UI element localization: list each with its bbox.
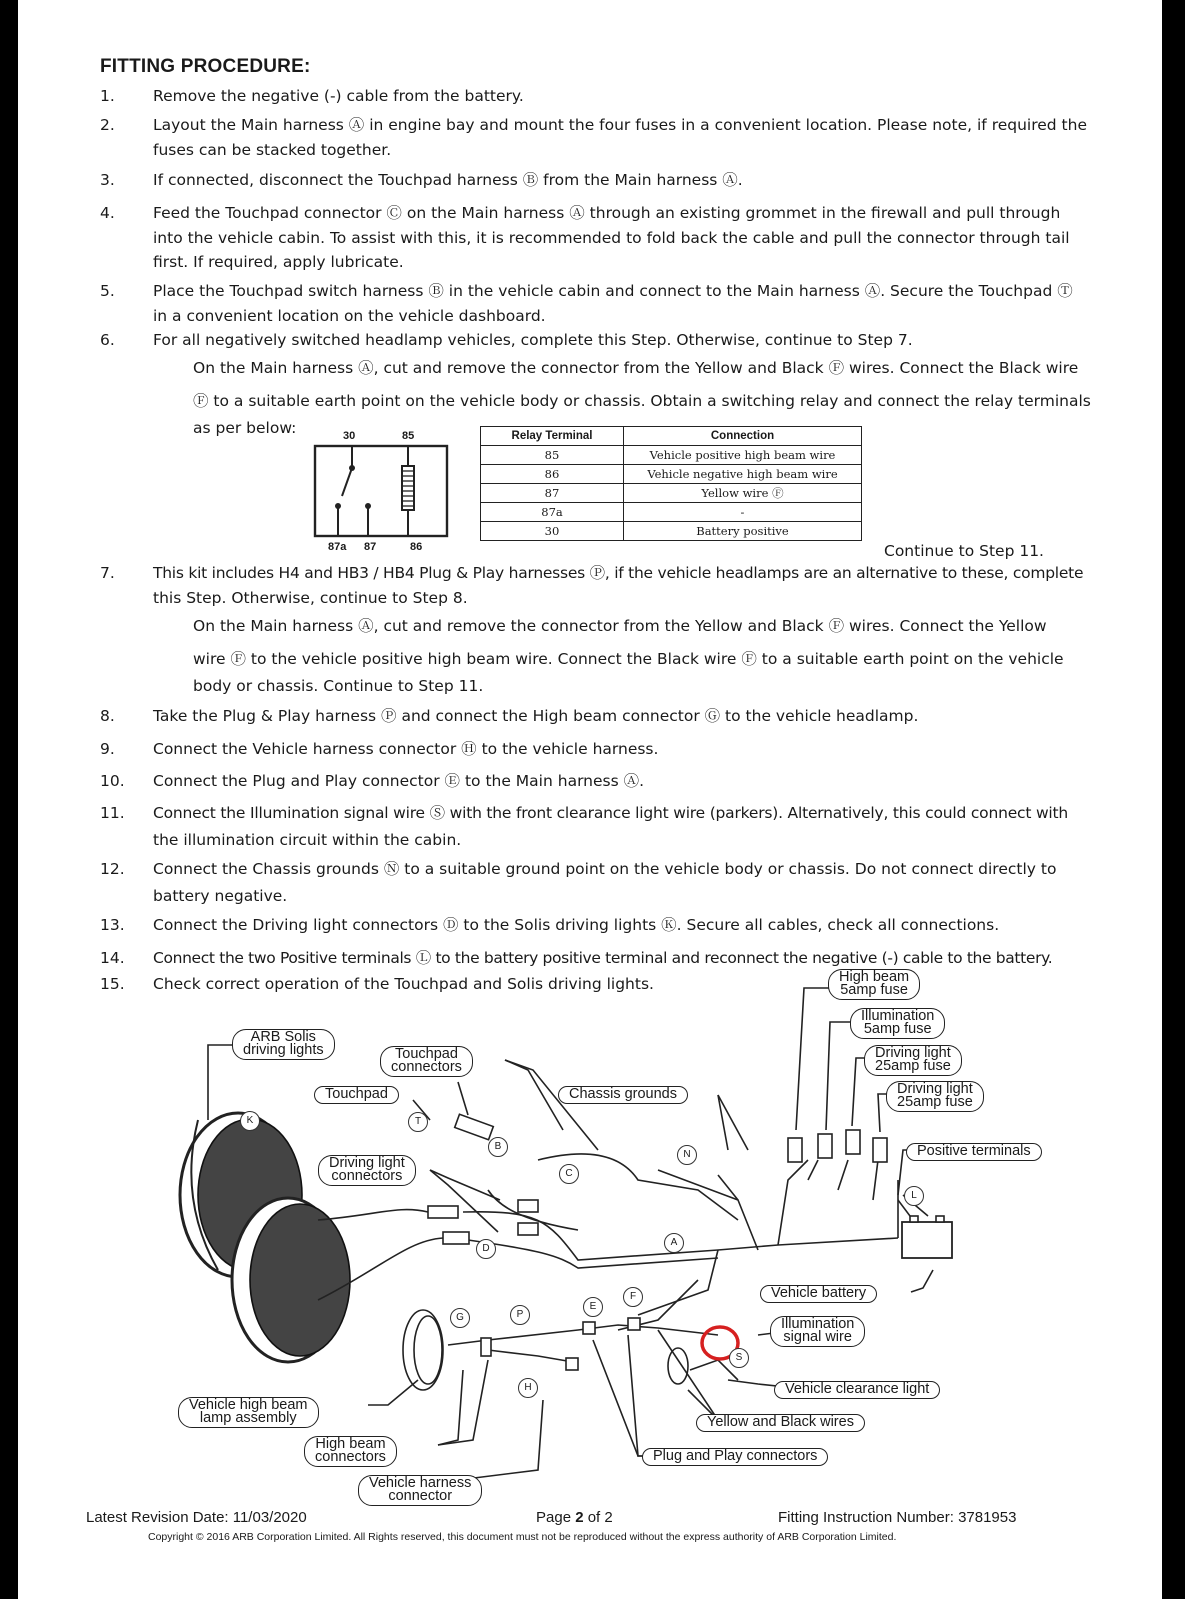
step-text: Take the Plug & Play harness Ⓟ and connect the High beam connector Ⓖ to the vehicle headlamp. xyxy=(153,707,919,725)
step-number: 1. xyxy=(100,87,115,105)
step-number: 8. xyxy=(100,707,115,725)
step-text: battery negative. xyxy=(153,887,288,905)
callout-illumination-signal: Illumination signal wire xyxy=(770,1316,865,1347)
table-cell: 87 xyxy=(481,484,624,503)
step-7-detail: On the Main harness Ⓐ, cut and remove the connector from the Yellow and Black Ⓕ wires. Connect the Yellow xyxy=(193,617,1047,635)
relay-schematic xyxy=(310,428,470,553)
callout-touchpad-connectors: Touchpad connectors xyxy=(380,1046,473,1077)
step-7-detail: body or chassis. Continue to Step 11. xyxy=(193,677,484,695)
step-text: Connect the Vehicle harness connector Ⓗ to the vehicle harness. xyxy=(153,740,659,758)
marker-s: S xyxy=(729,1348,749,1368)
page-suffix: of 2 xyxy=(583,1509,613,1526)
relay-pin-label: 87 xyxy=(364,541,377,553)
step-number: 15. xyxy=(100,975,125,993)
marker-p: P xyxy=(510,1305,530,1325)
relay-pin-label: 85 xyxy=(402,430,415,442)
relay-pin-label: 86 xyxy=(410,541,423,553)
step-number: 7. xyxy=(100,564,115,582)
callout-vehicle-harness: Vehicle harness connector xyxy=(358,1475,482,1506)
relay-table xyxy=(480,426,862,541)
callout-chassis-grounds: Chassis grounds xyxy=(558,1086,688,1104)
table-cell: Vehicle positive high beam wire xyxy=(624,446,862,465)
step-text: in a convenient location on the vehicle dashboard. xyxy=(153,307,546,325)
callout-high-beam-lamp: Vehicle high beam lamp assembly xyxy=(178,1397,319,1428)
marker-c: C xyxy=(559,1164,579,1184)
callout-touchpad: Touchpad xyxy=(314,1086,399,1104)
step-6-detail: On the Main harness Ⓐ, cut and remove the connector from the Yellow and Black Ⓕ wires. Connect the Black wire xyxy=(193,359,1079,377)
callout-illumination-fuse: Illumination 5amp fuse xyxy=(850,1008,945,1039)
relay-pin-label: 87a xyxy=(328,541,347,553)
table-cell: 30 xyxy=(481,522,624,541)
marker-d: D xyxy=(476,1239,496,1259)
marker-n: N xyxy=(677,1145,697,1165)
step-number: 11. xyxy=(100,804,125,822)
table-cell: - xyxy=(624,503,862,522)
callout-solis-lights: ARB Solis driving lights xyxy=(232,1029,335,1060)
step-6-detail: as per below: xyxy=(193,419,297,437)
step-number: 10. xyxy=(100,772,125,790)
page-number xyxy=(536,1509,613,1526)
callout-driving-light-connectors: Driving light connectors xyxy=(318,1155,416,1186)
step-text: This kit includes H4 and HB3 / HB4 Plug & Play harnesses Ⓟ, if the vehicle headlamps are an alternative to these, complete xyxy=(153,564,1084,582)
step-text: first. If required, apply lubricate. xyxy=(153,253,404,271)
step-text: If connected, disconnect the Touchpad harness Ⓑ from the Main harness Ⓐ. xyxy=(153,171,743,189)
table-header: Connection xyxy=(624,427,862,446)
step-text: Connect the two Positive terminals Ⓛ to the battery positive terminal and reconnect the negative (-) cable to the battery. xyxy=(153,949,1053,967)
relay-pin-label: 30 xyxy=(343,430,356,442)
step-text: fuses can be stacked together. xyxy=(153,141,392,159)
table-row xyxy=(481,503,862,522)
table-cell: 85 xyxy=(481,446,624,465)
step-number: 14. xyxy=(100,949,125,967)
step-text: Connect the Driving light connectors Ⓓ to the Solis driving lights Ⓚ. Secure all cables, check all connections. xyxy=(153,916,1000,934)
table-row xyxy=(481,484,862,503)
table-cell: Vehicle negative high beam wire xyxy=(624,465,862,484)
document-page xyxy=(18,0,1162,1599)
instruction-number: Fitting Instruction Number: 3781953 xyxy=(778,1509,1017,1526)
step-number: 4. xyxy=(100,204,115,222)
callout-plug-play-connectors: Plug and Play connectors xyxy=(642,1448,828,1466)
marker-a: A xyxy=(664,1233,684,1253)
step-7-detail: wire Ⓕ to the vehicle positive high beam wire. Connect the Black wire Ⓕ to a suitable earth point on the vehicle xyxy=(193,650,1064,668)
marker-t: T xyxy=(408,1112,428,1132)
table-row xyxy=(481,522,862,541)
callout-high-beam-connectors: High beam connectors xyxy=(304,1436,397,1467)
step-text: Connect the Chassis grounds Ⓝ to a suitable ground point on the vehicle body or chassis. Do not connect directly to xyxy=(153,860,1057,878)
step-text: this Step. Otherwise, continue to Step 8. xyxy=(153,589,468,607)
table-row xyxy=(481,446,862,465)
copyright: Copyright © 2016 ARB Corporation Limited. All Rights reserved, this document must not be reproduced without the express authority of ARB Corporation Limited. xyxy=(148,1531,897,1543)
callout-clearance-light: Vehicle clearance light xyxy=(774,1381,940,1399)
marker-g: G xyxy=(450,1308,470,1328)
callout-vehicle-battery: Vehicle battery xyxy=(760,1285,877,1303)
marker-b: B xyxy=(488,1137,508,1157)
step-number: 9. xyxy=(100,740,115,758)
callout-yellow-black-wires: Yellow and Black wires xyxy=(696,1414,865,1432)
step-text: the illumination circuit within the cabin. xyxy=(153,831,462,849)
callout-driving-light-fuse: Driving light 25amp fuse xyxy=(864,1045,962,1076)
callout-driving-light-fuse: Driving light 25amp fuse xyxy=(886,1081,984,1112)
page-prefix: Page xyxy=(536,1509,576,1526)
marker-l: L xyxy=(904,1186,924,1206)
step-text: Connect the Illumination signal wire Ⓢ with the front clearance light wire (parkers). Alternatively, this could connect with xyxy=(153,804,1069,822)
step-text: Place the Touchpad switch harness Ⓑ in the vehicle cabin and connect to the Main harness Ⓐ. Secure the Touchpad Ⓣ xyxy=(153,282,1073,300)
marker-h: H xyxy=(518,1378,538,1398)
callout-positive-terminals: Positive terminals xyxy=(906,1143,1042,1161)
table-row xyxy=(481,465,862,484)
step-6-detail: Ⓕ to a suitable earth point on the vehicle body or chassis. Obtain a switching relay and connect the relay terminals xyxy=(193,392,1091,410)
step-text: Remove the negative (-) cable from the battery. xyxy=(153,87,524,105)
step-text: into the vehicle cabin. To assist with this, it is recommended to fold back the cable and pull the connector through tail xyxy=(153,229,1070,247)
step-number: 13. xyxy=(100,916,125,934)
table-cell: Yellow wire Ⓕ xyxy=(624,484,862,503)
step-number: 12. xyxy=(100,860,125,878)
step-text: Feed the Touchpad connector Ⓒ on the Main harness Ⓐ through an existing grommet in the firewall and pull through xyxy=(153,204,1061,222)
table-cell: 87a xyxy=(481,503,624,522)
wiring-diagram xyxy=(18,960,1162,1520)
step-number: 2. xyxy=(100,116,115,134)
marker-e: E xyxy=(583,1297,603,1317)
table-cell: 86 xyxy=(481,465,624,484)
step-text: For all negatively switched headlamp vehicles, complete this Step. Otherwise, continue to Step 7. xyxy=(153,331,913,349)
page-num: 2 xyxy=(575,1509,584,1526)
step-number: 3. xyxy=(100,171,115,189)
step-text: Layout the Main harness Ⓐ in engine bay and mount the four fuses in a convenient location. Please note, if required the xyxy=(153,116,1087,134)
revision-date: Latest Revision Date: 11/03/2020 xyxy=(86,1509,307,1526)
marker-f: F xyxy=(623,1287,643,1307)
table-header-row xyxy=(481,427,862,446)
step-number: 5. xyxy=(100,282,115,300)
step-text: Check correct operation of the Touchpad and Solis driving lights. xyxy=(153,975,654,993)
table-header: Relay Terminal xyxy=(481,427,624,446)
page-title: FITTING PROCEDURE: xyxy=(100,56,311,77)
step-text: Connect the Plug and Play connector Ⓔ to the Main harness Ⓐ. xyxy=(153,772,645,790)
continue-note: Continue to Step 11. xyxy=(884,542,1044,560)
callout-high-beam-fuse: High beam 5amp fuse xyxy=(828,969,920,1000)
marker-k: K xyxy=(240,1111,260,1131)
step-number: 6. xyxy=(100,331,115,349)
table-cell: Battery positive xyxy=(624,522,862,541)
